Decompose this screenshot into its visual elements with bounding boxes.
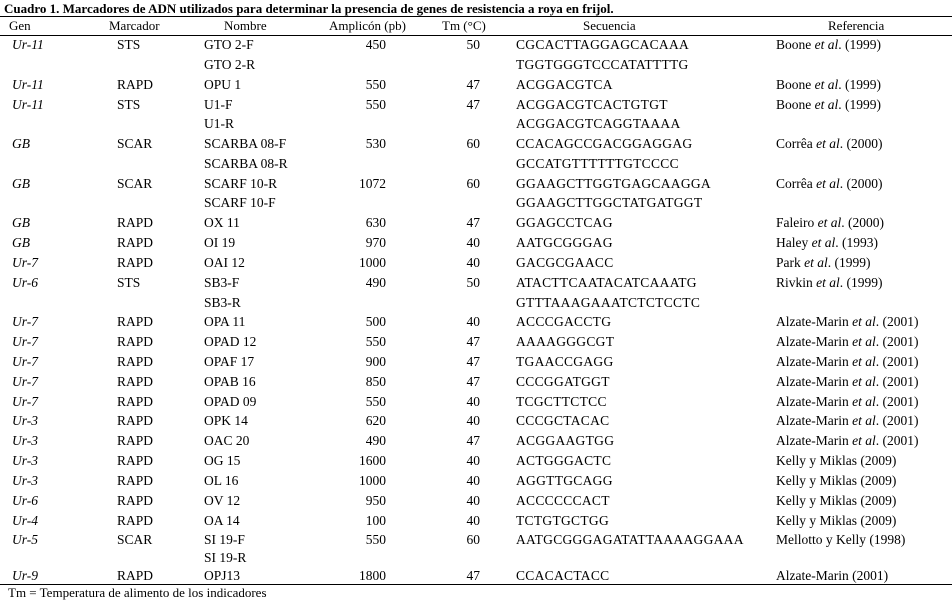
cell-referencia xyxy=(776,471,896,490)
cell-nombre: SB3-R xyxy=(204,295,241,310)
header-gen: Gen xyxy=(9,18,31,33)
referencia-part: Boone xyxy=(776,77,815,92)
cell-tm: 40 xyxy=(466,394,480,409)
referencia-part: Rivkin xyxy=(776,275,817,290)
cell-nombre: GTO 2-F xyxy=(204,37,254,52)
referencia-part: . (1999) xyxy=(839,275,883,290)
referencia-part: Kelly y Miklas (2009) xyxy=(776,493,897,508)
cell-tm: 47 xyxy=(466,568,480,583)
table-row xyxy=(0,75,952,94)
cell-marcador: RAPD xyxy=(117,513,154,528)
referencia-part: Alzate-Marin xyxy=(776,413,853,428)
cell-marcador: RAPD xyxy=(117,255,154,270)
cell-referencia xyxy=(776,451,896,470)
referencia-part: et al xyxy=(816,136,840,151)
cell-nombre: OPJ13 xyxy=(204,568,241,583)
cell-amplicon: 490 xyxy=(365,275,386,290)
cell-nombre: SB3-F xyxy=(204,275,240,290)
cell-nombre: GTO 2-R xyxy=(204,57,256,72)
cell-secuencia: ACGGAAGTGG xyxy=(516,433,615,448)
table-row xyxy=(0,332,952,351)
referencia-part: . (2000) xyxy=(839,136,883,151)
cell-nombre: OAC 20 xyxy=(204,433,250,448)
cell-referencia xyxy=(776,530,905,549)
referencia-part: Boone xyxy=(776,97,815,112)
cell-amplicon: 490 xyxy=(365,433,386,448)
table-row xyxy=(0,233,952,252)
referencia-part: . (2001) xyxy=(875,354,919,369)
cell-nombre: U1-R xyxy=(204,116,234,131)
cell-tm: 50 xyxy=(466,275,480,290)
cell-amplicon: 550 xyxy=(365,77,386,92)
table-caption: Cuadro 1. Marcadores de ADN utilizados para determinar la presencia de genes de resistencia a roya en frijol. xyxy=(4,1,614,16)
cell-referencia xyxy=(776,372,918,391)
cell-referencia xyxy=(776,491,896,510)
cell-gen: Ur-7 xyxy=(12,394,38,409)
cell-marcador: SCAR xyxy=(117,532,153,547)
referencia-part: et al xyxy=(852,413,876,428)
referencia-part: et al xyxy=(852,354,876,369)
cell-marcador: RAPD xyxy=(117,374,154,389)
referencia-part: Alzate-Marin xyxy=(776,374,853,389)
referencia-part: et al xyxy=(852,394,876,409)
cell-referencia xyxy=(776,134,882,153)
referencia-part: Alzate-Marin xyxy=(776,334,853,349)
header-tm: Tm (°C) xyxy=(442,18,486,33)
cell-referencia xyxy=(776,174,882,193)
cell-marcador: RAPD xyxy=(117,334,154,349)
cell-amplicon: 850 xyxy=(365,374,386,389)
cell-secuencia: CCCGCTACAC xyxy=(516,413,610,428)
cell-gen: GB xyxy=(12,176,30,191)
cell-nombre: SI 19-F xyxy=(204,532,245,547)
cell-tm: 47 xyxy=(466,97,480,112)
cell-marcador: RAPD xyxy=(117,354,154,369)
cell-gen: Ur-11 xyxy=(12,37,44,52)
cell-gen: GB xyxy=(12,215,30,230)
referencia-part: et al xyxy=(852,334,876,349)
cell-amplicon: 1072 xyxy=(359,176,386,191)
table-row xyxy=(0,392,952,411)
cell-amplicon: 550 xyxy=(365,97,386,112)
cell-marcador: RAPD xyxy=(117,433,154,448)
referencia-part: Alzate-Marin xyxy=(776,314,853,329)
table-row xyxy=(0,491,952,510)
table-row xyxy=(0,213,952,232)
cell-amplicon: 550 xyxy=(365,334,386,349)
cell-marcador: RAPD xyxy=(117,77,154,92)
referencia-part: et al xyxy=(852,374,876,389)
cell-secuencia: ACGGACGTCACTGTGT xyxy=(516,97,668,112)
table-row xyxy=(0,352,952,371)
cell-marcador: RAPD xyxy=(117,215,154,230)
cell-gen: Ur-6 xyxy=(12,275,38,290)
cell-nombre: SCARBA 08-R xyxy=(204,156,288,171)
cell-secuencia: TGGTGGGTCCCATATTTTG xyxy=(516,57,689,72)
referencia-part: Mellotto y Kelly (1998) xyxy=(776,532,906,547)
cell-amplicon: 970 xyxy=(365,235,386,250)
cell-amplicon: 530 xyxy=(365,136,386,151)
cell-nombre: OPU 1 xyxy=(204,77,242,92)
cell-nombre: OPAD 09 xyxy=(204,394,257,409)
table-row xyxy=(0,134,952,153)
referencia-part: . (1993) xyxy=(835,235,878,250)
cell-gen: GB xyxy=(12,235,30,250)
cell-tm: 40 xyxy=(466,235,480,250)
cell-marcador: RAPD xyxy=(117,394,154,409)
cell-gen: Ur-3 xyxy=(12,473,38,488)
table-row xyxy=(0,431,952,450)
cell-tm: 47 xyxy=(466,77,480,92)
cell-gen: Ur-11 xyxy=(12,77,44,92)
cell-gen: Ur-6 xyxy=(12,493,38,508)
cell-secuencia: GGAAGCTTGGCTATGATGGT xyxy=(516,195,703,210)
referencia-part: . (2001) xyxy=(875,374,919,389)
cell-secuencia: ACCCGACCTG xyxy=(516,314,612,329)
cell-marcador: STS xyxy=(117,97,141,112)
referencia-part: et al xyxy=(814,77,839,92)
cell-secuencia: GTTTAAAGAAATCTCTCCTC xyxy=(516,295,701,310)
cell-nombre: OL 16 xyxy=(204,473,239,488)
table-row xyxy=(0,511,952,530)
referencia-part: Alzate-Marin (2001) xyxy=(776,568,889,583)
referencia-part: . (2001) xyxy=(875,314,919,329)
header-amplicon: Amplicón (pb) xyxy=(329,18,406,33)
cell-secuencia: GCCATGTTTTTTGTCCCC xyxy=(516,156,679,171)
referencia-part: et al xyxy=(852,314,876,329)
header-referencia: Referencia xyxy=(828,18,885,33)
cell-referencia xyxy=(776,35,881,54)
cell-tm: 47 xyxy=(466,354,480,369)
cell-tm: 40 xyxy=(466,493,480,508)
table-row xyxy=(0,451,952,470)
cell-nombre: U1-F xyxy=(204,97,233,112)
cell-secuencia: ACCCCCCACT xyxy=(516,493,610,508)
table-row xyxy=(0,530,952,549)
table-row xyxy=(0,253,952,272)
cell-tm: 40 xyxy=(466,314,480,329)
cell-nombre: OG 15 xyxy=(204,453,241,468)
cell-referencia xyxy=(776,411,918,430)
cell-secuencia: GGAGCCTCAG xyxy=(516,215,613,230)
cell-referencia xyxy=(776,431,918,450)
referencia-part: et al xyxy=(816,176,840,191)
header-marcador: Marcador xyxy=(109,18,160,33)
cell-secuencia: CGCACTTAGGAGCACAAA xyxy=(516,37,690,52)
cell-amplicon: 950 xyxy=(365,493,386,508)
table-row xyxy=(0,471,952,490)
cell-nombre: OPAF 17 xyxy=(204,354,255,369)
referencia-part: et al xyxy=(811,235,836,250)
cell-tm: 40 xyxy=(466,513,480,528)
referencia-part: et al xyxy=(814,97,839,112)
cell-nombre: OA 14 xyxy=(204,513,240,528)
cell-nombre: OPAB 16 xyxy=(204,374,256,389)
cell-tm: 40 xyxy=(466,453,480,468)
table-footnote: Tm = Temperatura de alimento de los indicadores xyxy=(8,585,267,600)
cell-marcador: RAPD xyxy=(117,314,154,329)
referencia-part: et al xyxy=(817,215,842,230)
cell-gen: Ur-7 xyxy=(12,255,38,270)
referencia-part: et al xyxy=(816,275,840,290)
referencia-part: Haley xyxy=(776,235,812,250)
cell-secuencia: ATACTTCAATACATCAAATG xyxy=(516,275,697,290)
cell-tm: 40 xyxy=(466,255,480,270)
table-row xyxy=(0,312,952,331)
cell-tm: 60 xyxy=(466,532,480,547)
cell-tm: 47 xyxy=(466,374,480,389)
cell-gen: Ur-3 xyxy=(12,413,38,428)
referencia-part: et al xyxy=(852,433,876,448)
cell-tm: 47 xyxy=(466,433,480,448)
cell-referencia xyxy=(776,253,871,272)
cell-marcador: RAPD xyxy=(117,413,154,428)
cell-nombre: SCARF 10-R xyxy=(204,176,278,191)
referencia-part: Alzate-Marin xyxy=(776,433,853,448)
cell-nombre: OAI 12 xyxy=(204,255,245,270)
cell-gen: Ur-7 xyxy=(12,374,38,389)
table-row xyxy=(0,114,952,133)
referencia-part: . (2001) xyxy=(875,433,919,448)
cell-marcador: RAPD xyxy=(117,473,154,488)
cell-nombre: OV 12 xyxy=(204,493,241,508)
referencia-part: . (1999) xyxy=(838,77,881,92)
referencia-part: Kelly y Miklas (2009) xyxy=(776,453,897,468)
cell-referencia xyxy=(776,273,883,292)
cell-gen: Ur-3 xyxy=(12,453,38,468)
cell-nombre: SI 19-R xyxy=(204,550,247,565)
table-row xyxy=(0,55,952,74)
cell-amplicon: 630 xyxy=(365,215,386,230)
cell-secuencia: TGAACCGAGG xyxy=(516,354,614,369)
cell-amplicon: 620 xyxy=(365,413,386,428)
referencia-part: . (1999) xyxy=(838,37,881,52)
referencia-part: Corrêa xyxy=(776,136,817,151)
cell-tm: 40 xyxy=(466,413,480,428)
cell-tm: 50 xyxy=(466,37,480,52)
cell-referencia xyxy=(776,312,918,331)
table-row xyxy=(0,293,952,312)
cell-gen: Ur-5 xyxy=(12,532,38,547)
table-row xyxy=(0,273,952,292)
cell-secuencia: ACTGGGACTC xyxy=(516,453,612,468)
cell-nombre: OX 11 xyxy=(204,215,240,230)
cell-tm: 60 xyxy=(466,136,480,151)
cell-marcador: SCAR xyxy=(117,136,153,151)
cell-referencia xyxy=(776,566,888,585)
cell-referencia xyxy=(776,511,896,530)
cell-gen: GB xyxy=(12,136,30,151)
cell-marcador: STS xyxy=(117,37,141,52)
cell-amplicon: 100 xyxy=(365,513,386,528)
referencia-part: et al xyxy=(814,37,839,52)
referencia-part: . (2000) xyxy=(841,215,884,230)
cell-tm: 47 xyxy=(466,334,480,349)
cell-amplicon: 500 xyxy=(365,314,386,329)
referencia-part: . (2001) xyxy=(875,394,919,409)
referencia-part: Alzate-Marin xyxy=(776,354,853,369)
table-row xyxy=(0,548,952,567)
cell-secuencia: CCACAGCCGACGGAGGAG xyxy=(516,136,693,151)
referencia-part: Faleiro xyxy=(776,215,818,230)
cell-tm: 47 xyxy=(466,215,480,230)
cell-referencia xyxy=(776,332,918,351)
cell-nombre: OI 19 xyxy=(204,235,236,250)
cell-secuencia: GACGCGAACC xyxy=(516,255,614,270)
cell-gen: Ur-9 xyxy=(12,568,38,583)
cell-gen: Ur-7 xyxy=(12,314,38,329)
cell-amplicon: 550 xyxy=(365,394,386,409)
cell-nombre: SCARF 10-F xyxy=(204,195,276,210)
table-row xyxy=(0,35,952,54)
cell-amplicon: 1600 xyxy=(359,453,386,468)
cell-gen: Ur-7 xyxy=(12,334,38,349)
cell-referencia xyxy=(776,233,878,252)
cell-amplicon: 450 xyxy=(365,37,386,52)
cell-amplicon: 1800 xyxy=(359,568,386,583)
cell-marcador: RAPD xyxy=(117,568,154,583)
cell-nombre: OPA 11 xyxy=(204,314,246,329)
header-nombre: Nombre xyxy=(224,18,267,33)
cell-gen: Ur-4 xyxy=(12,513,38,528)
cell-secuencia: GGAAGCTTGGTGAGCAAGGA xyxy=(516,176,711,191)
referencia-part: . (1999) xyxy=(838,97,881,112)
referencia-part: Kelly y Miklas (2009) xyxy=(776,473,897,488)
table-row xyxy=(0,566,952,585)
referencia-part: Corrêa xyxy=(776,176,817,191)
cell-tm: 40 xyxy=(466,473,480,488)
table-row xyxy=(0,95,952,114)
cell-amplicon: 1000 xyxy=(359,473,386,488)
cell-marcador: SCAR xyxy=(117,176,153,191)
cell-secuencia: AATGCGGGAG xyxy=(516,235,613,250)
cell-referencia xyxy=(776,75,881,94)
cell-nombre: OPK 14 xyxy=(204,413,248,428)
referencia-part: et al xyxy=(804,255,828,270)
table-row xyxy=(0,174,952,193)
cell-tm: 60 xyxy=(466,176,480,191)
referencia-part: . (2001) xyxy=(875,413,919,428)
cell-referencia xyxy=(776,95,881,114)
table-row xyxy=(0,411,952,430)
cell-nombre: OPAD 12 xyxy=(204,334,257,349)
referencia-part: . (1999) xyxy=(827,255,871,270)
cell-secuencia: ACGGACGTCA xyxy=(516,77,613,92)
cell-referencia xyxy=(776,213,884,232)
cell-referencia xyxy=(776,392,918,411)
cell-amplicon: 550 xyxy=(365,532,386,547)
referencia-part: Park xyxy=(776,255,805,270)
cell-referencia xyxy=(776,352,918,371)
cell-secuencia: TCGCTTCTCC xyxy=(516,394,607,409)
table-row xyxy=(0,372,952,391)
cell-amplicon: 1000 xyxy=(359,255,386,270)
cell-gen: Ur-3 xyxy=(12,433,38,448)
cell-secuencia: AGGTTGCAGG xyxy=(516,473,613,488)
cell-gen: Ur-11 xyxy=(12,97,44,112)
cell-secuencia: CCCGGATGGT xyxy=(516,374,610,389)
cell-marcador: RAPD xyxy=(117,493,154,508)
cell-secuencia: AATGCGGGAGATATTAAAAGGAAA xyxy=(516,532,744,547)
table-row xyxy=(0,154,952,173)
cell-marcador: STS xyxy=(117,275,141,290)
referencia-part: Kelly y Miklas (2009) xyxy=(776,513,897,528)
cell-secuencia: CCACACTACC xyxy=(516,568,610,583)
table-row xyxy=(0,193,952,212)
cell-secuencia: AAAAGGGCGT xyxy=(516,334,615,349)
cell-gen: Ur-7 xyxy=(12,354,38,369)
header-secuencia: Secuencia xyxy=(583,18,636,33)
referencia-part: Boone xyxy=(776,37,815,52)
referencia-part: . (2001) xyxy=(875,334,919,349)
cell-secuencia: TCTGTGCTGG xyxy=(516,513,609,528)
cell-secuencia: ACGGACGTCAGGTAAAA xyxy=(516,116,681,131)
cell-marcador: RAPD xyxy=(117,235,154,250)
referencia-part: . (2000) xyxy=(839,176,883,191)
cell-nombre: SCARBA 08-F xyxy=(204,136,287,151)
cell-marcador: RAPD xyxy=(117,453,154,468)
referencia-part: Alzate-Marin xyxy=(776,394,853,409)
cell-amplicon: 900 xyxy=(365,354,386,369)
